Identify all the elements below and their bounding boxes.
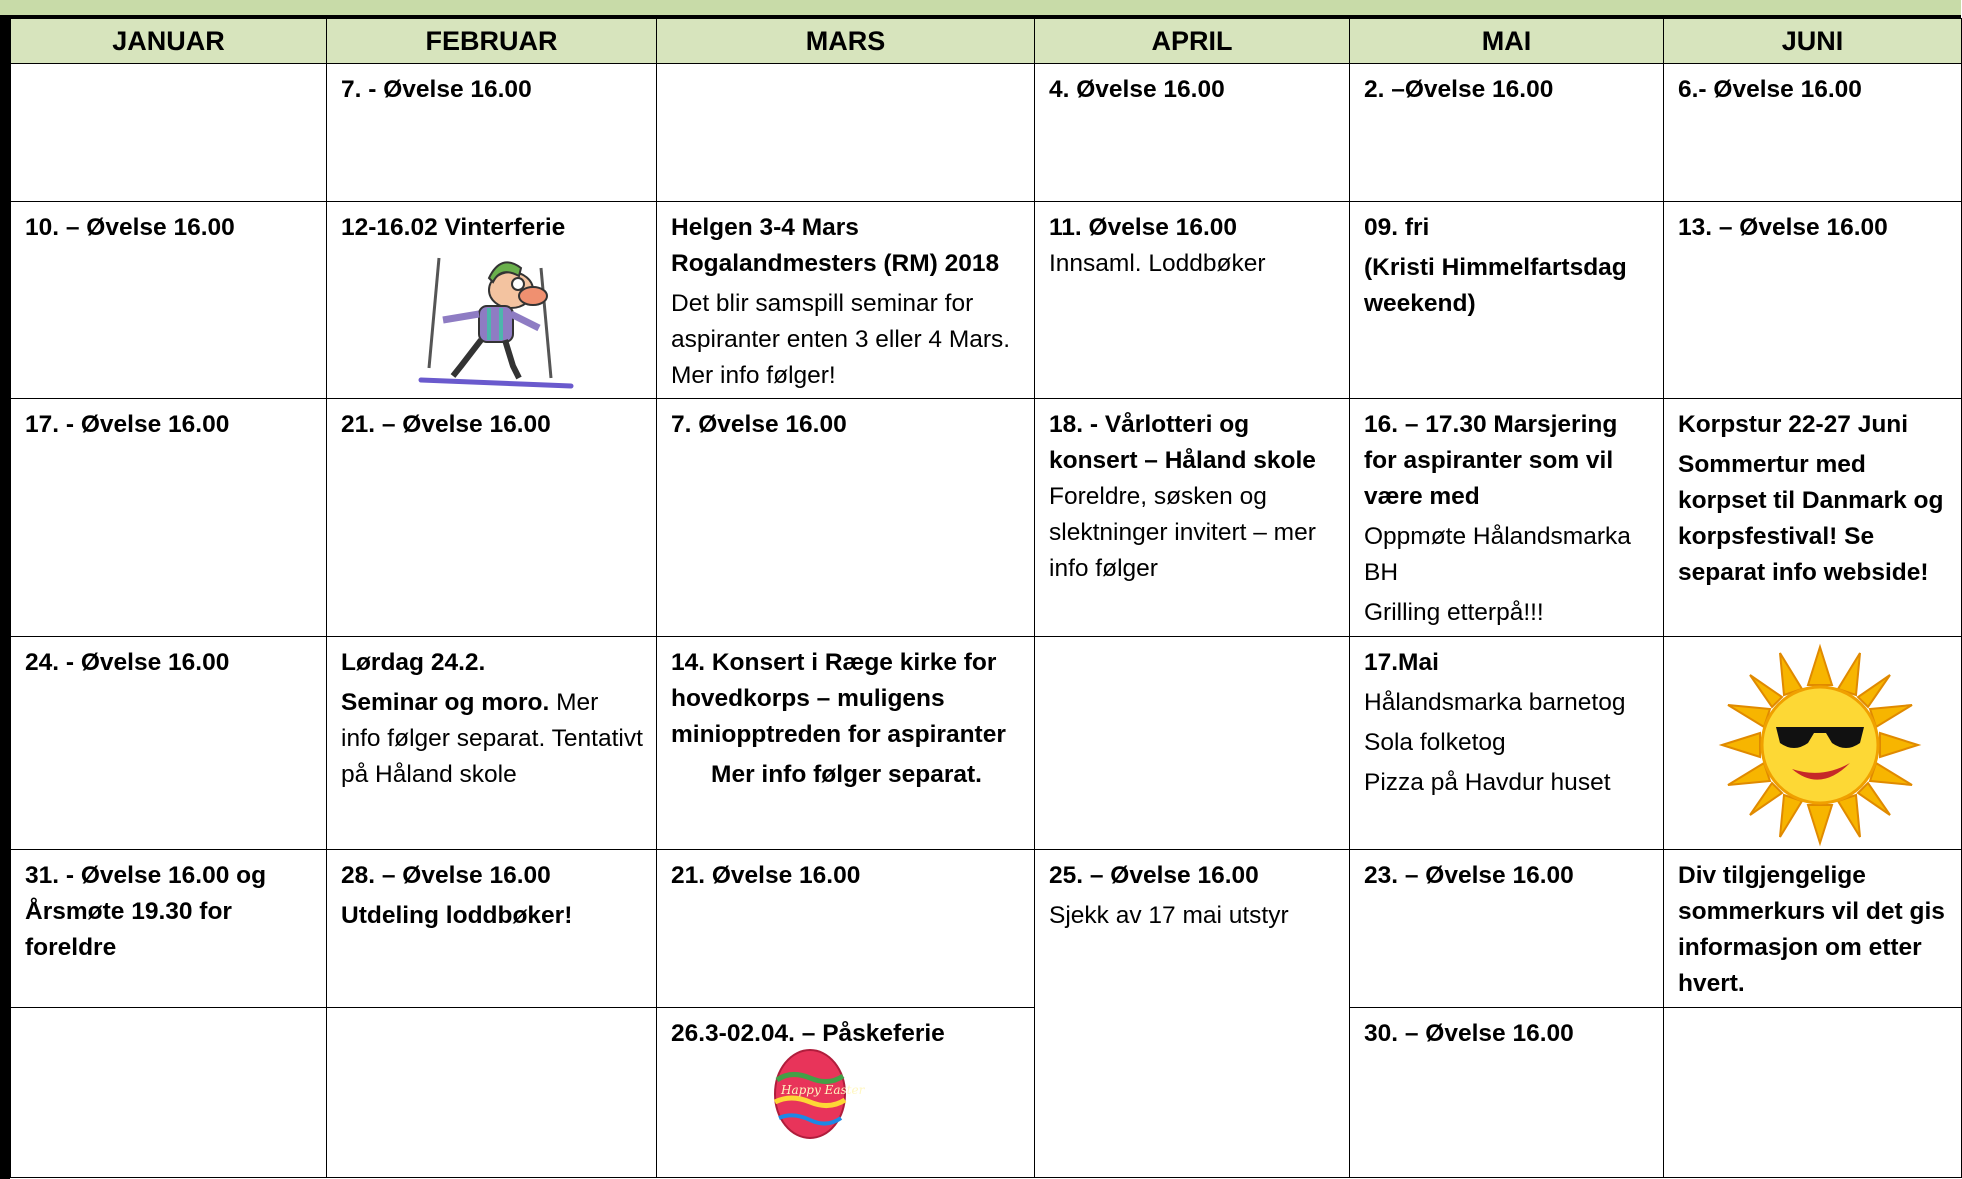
cell-mai-3 (1350, 399, 1664, 637)
event-text: 2. –Øvelse 16.00 (1364, 76, 1554, 103)
cell-jan-6 (11, 1008, 327, 1178)
event-text: Foreldre, søsken og slektninger invitert – mer info følger (1049, 483, 1316, 582)
event-text: Hålandsmarka barnetog (1364, 689, 1626, 716)
event-text: 24. - Øvelse 16.00 (25, 649, 230, 676)
calendar-table (10, 18, 1962, 1178)
event-text: Mer info følger separat. Tentativt på Håland skole (341, 689, 643, 788)
cell-jun-2 (1664, 202, 1962, 399)
week-row (11, 202, 1962, 399)
cell-jan-1 (11, 64, 327, 202)
event-text: Utdeling loddbøker! (341, 902, 573, 929)
event-text: 30. – Øvelse 16.00 (1364, 1020, 1574, 1047)
cell-feb-6 (327, 1008, 657, 1178)
event-text: Helgen 3-4 Mars Rogalandmesters (RM) 2018 (671, 214, 1000, 277)
cell-mar-1 (657, 64, 1035, 202)
cell-apr-4 (1035, 637, 1350, 850)
header-januar: JANUAR (11, 19, 327, 64)
top-band (0, 0, 1961, 18)
event-text: Div tilgjengelige sommerkurs vil det gis informasjon om etter hvert. (1678, 862, 1945, 997)
cell-jun-1 (1664, 64, 1962, 202)
week-row (11, 637, 1962, 850)
cell-mar-6 (657, 1008, 1035, 1178)
cell-jan-4 (11, 637, 327, 850)
event-text: Sjekk av 17 mai utstyr (1049, 902, 1289, 929)
event-text: Det blir samspill seminar for aspiranter enten 3 eller 4 Mars. Mer info følger! (671, 290, 1011, 389)
event-text: 25. – Øvelse 16.00 (1049, 862, 1259, 889)
cell-mar-2 (657, 202, 1035, 399)
event-text: Korpstur 22-27 Juni (1678, 411, 1909, 438)
week-row (11, 850, 1962, 1008)
event-text: 11. Øvelse 16.00 (1049, 214, 1237, 241)
cell-jun-5 (1664, 850, 1962, 1008)
event-text: 31. - Øvelse 16.00 og Årsmøte 19.30 for foreldre (25, 862, 267, 961)
event-text: Sola folketog (1364, 729, 1506, 756)
cell-feb-4 (327, 637, 657, 850)
event-text: 28. – Øvelse 16.00 (341, 862, 551, 889)
header-mai: MAI (1350, 19, 1664, 64)
cell-apr-1 (1035, 64, 1350, 202)
event-text: 7. - Øvelse 16.00 (341, 76, 532, 103)
header-april: APRIL (1035, 19, 1350, 64)
event-text: Grilling etterpå!!! (1364, 599, 1544, 626)
cell-feb-2 (327, 202, 657, 399)
event-text: 7. Øvelse 16.00 (671, 411, 847, 438)
cell-feb-5 (327, 850, 657, 1008)
event-text: 23. – Øvelse 16.00 (1364, 862, 1574, 889)
cell-apr-5 (1035, 850, 1350, 1178)
cell-mai-4 (1350, 637, 1664, 850)
cell-mai-1 (1350, 64, 1664, 202)
event-text: 10. – Øvelse 16.00 (25, 214, 235, 241)
event-text: Lørdag 24.2. (341, 649, 486, 676)
event-text: 21. – Øvelse 16.00 (341, 411, 551, 438)
event-text: Innsaml. Loddbøker (1049, 250, 1266, 277)
header-februar: FEBRUAR (327, 19, 657, 64)
egg-text: Happy Easter (781, 1083, 865, 1097)
event-text: 12-16.02 Vinterferie (341, 214, 566, 241)
cell-mai-6 (1350, 1008, 1664, 1178)
event-text: 16. – 17.30 Marsjering for aspiranter som vil være med (1364, 411, 1618, 510)
cell-mai-5 (1350, 850, 1664, 1008)
header-juni: JUNI (1664, 19, 1962, 64)
event-text: 09. fri (1364, 214, 1430, 241)
cell-mar-4 (657, 637, 1035, 850)
cell-jun-6 (1664, 1008, 1962, 1178)
cell-jun-4 (1664, 637, 1962, 850)
cell-mar-5 (657, 850, 1035, 1008)
skier-icon (401, 248, 581, 393)
event-text: 13. – Øvelse 16.00 (1678, 214, 1888, 241)
event-text: 6.- Øvelse 16.00 (1678, 76, 1862, 103)
event-text: 17. - Øvelse 16.00 (25, 411, 230, 438)
event-text: Seminar og moro. (341, 689, 550, 716)
event-text: 4. Øvelse 16.00 (1049, 76, 1225, 103)
cell-jan-2 (11, 202, 327, 399)
sun-icon (1720, 645, 1920, 845)
cell-apr-2 (1035, 202, 1350, 399)
easter-egg-icon (771, 1040, 865, 1140)
event-text: (Kristi Himmelfartsdag weekend) (1364, 254, 1627, 317)
event-text: Sommertur med korpset til Danmark og korpsfestival! Se separat info webside! (1678, 451, 1944, 586)
cell-mar-3 (657, 399, 1035, 637)
cell-feb-1 (327, 64, 657, 202)
left-border (0, 18, 10, 1179)
event-text: 17.Mai (1364, 649, 1439, 676)
event-text: 14. Konsert i Ræge kirke for hovedkorps – muligens miniopptreden for aspiranter (671, 649, 1006, 748)
header-mars: MARS (657, 19, 1035, 64)
cell-jun-3 (1664, 399, 1962, 637)
week-row (11, 64, 1962, 202)
event-text: 18. - Vårlotteri og konsert – Håland skole (1049, 411, 1316, 474)
week-row (11, 399, 1962, 637)
event-text: Oppmøte Hålandsmarka BH (1364, 523, 1631, 586)
header-row (11, 19, 1962, 64)
cell-apr-3 (1035, 399, 1350, 637)
cell-jan-3 (11, 399, 327, 637)
event-text: 21. Øvelse 16.00 (671, 862, 861, 889)
event-text: Pizza på Havdur huset (1364, 769, 1611, 796)
event-text: Mer info følger separat. (711, 761, 982, 788)
cell-mai-2 (1350, 202, 1664, 399)
event-text: 26.3-02.04. – Påskeferie (671, 1020, 945, 1047)
cell-jan-5 (11, 850, 327, 1008)
week-row (11, 1008, 1962, 1178)
cell-feb-3 (327, 399, 657, 637)
